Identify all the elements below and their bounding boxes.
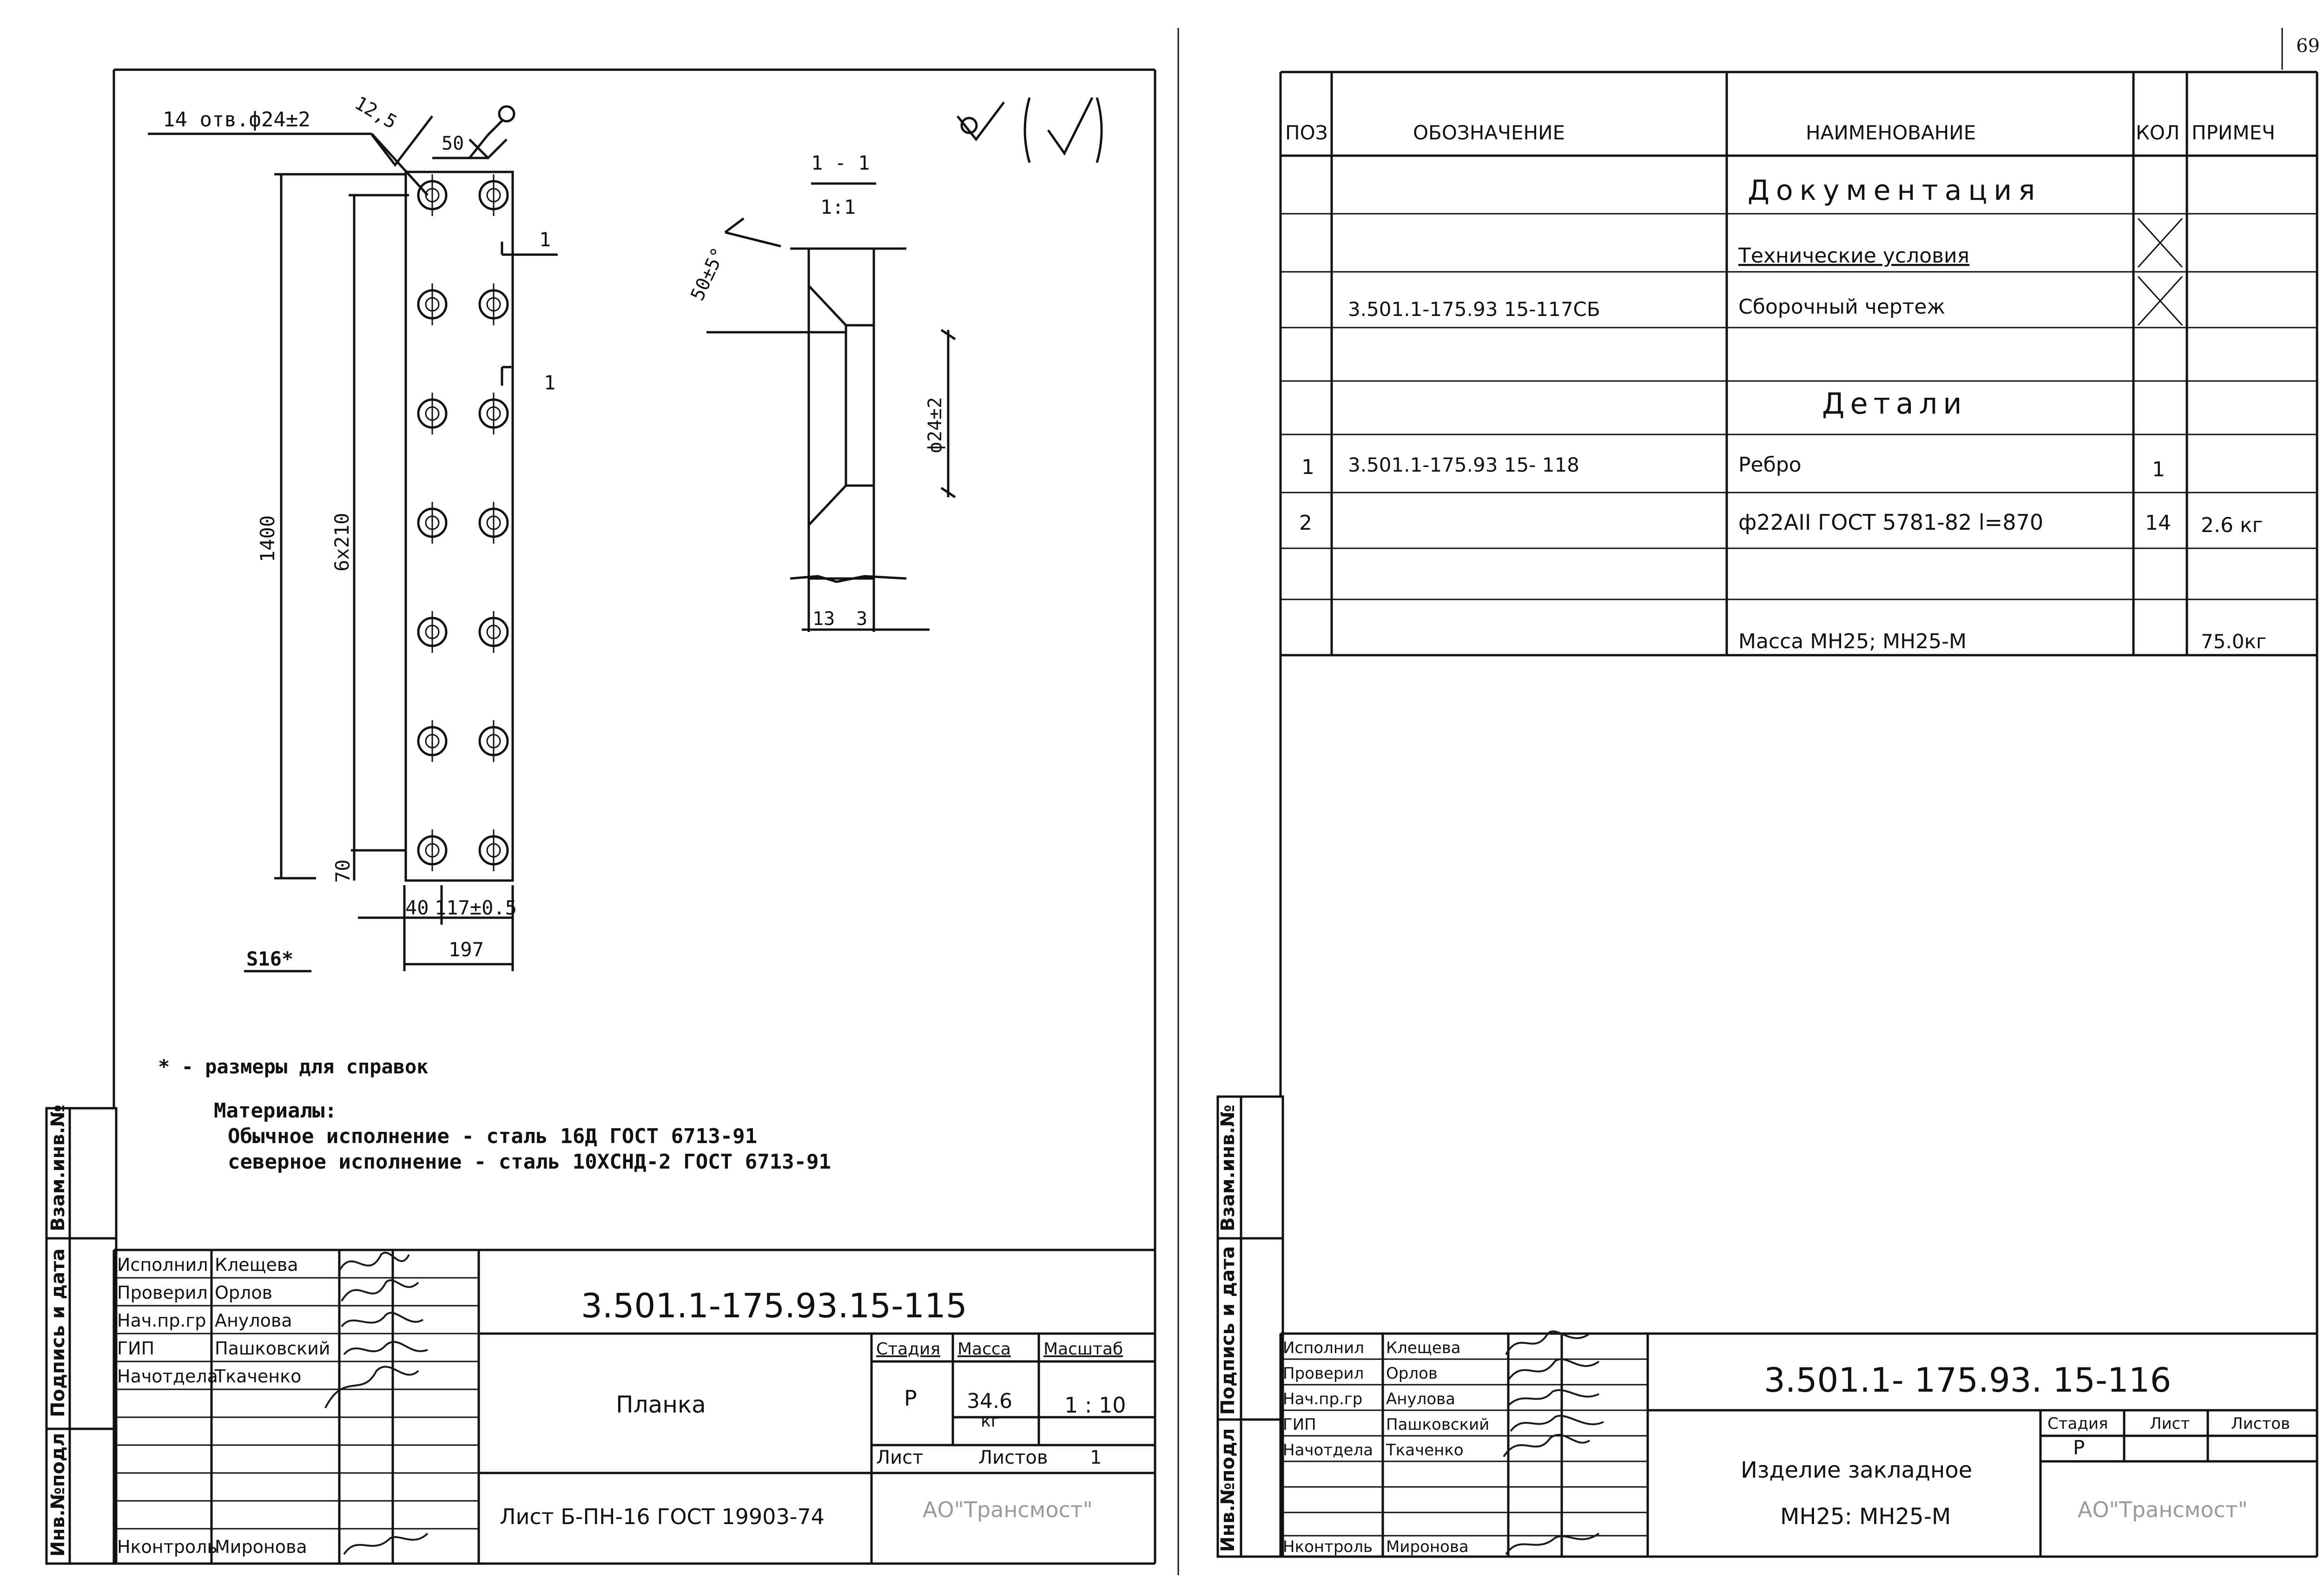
row1-qty: 1 (2152, 458, 2165, 481)
sheets-header: Листов (978, 1447, 1048, 1468)
hole-array (418, 174, 508, 871)
sheet-header: Лист (876, 1447, 924, 1468)
right-drawing-code: 3.501.1- 175.93. 15-116 (1764, 1361, 2172, 1400)
material-2: северное исполнение - сталь 10ХСНД-2 ГОСТ 6713-91 (228, 1150, 832, 1174)
row-assembly-code: 3.501.1-175.93 15-117СБ (1348, 298, 1600, 321)
left-drawing-sheet (46, 70, 1155, 1564)
scale-value: 1 : 10 (1064, 1393, 1126, 1418)
hole (480, 174, 508, 216)
signature-6 (344, 1533, 428, 1554)
person-name: Ткаченко (1386, 1441, 1464, 1460)
thickness-label: S16* (246, 947, 294, 970)
organization: АО"Трансмост" (923, 1497, 1093, 1522)
role-label: Нконтроль (117, 1537, 218, 1557)
hole (418, 283, 446, 325)
row2-pos: 2 (1299, 511, 1312, 535)
hole (418, 502, 446, 544)
dim-70: 70 (331, 859, 354, 883)
material-spec: Лист Б-ПН-16 ГОСТ 19903-74 (500, 1504, 825, 1529)
right-margin-strip (1217, 1097, 1283, 1557)
margin-inv-label: Инв.№подл (47, 1433, 69, 1557)
signature-2 (342, 1280, 418, 1301)
person-name: Клещева (215, 1255, 298, 1275)
angle-dim: 50±5° (687, 244, 730, 304)
section-details: Детали (1822, 387, 1967, 421)
signature-1 (339, 1253, 409, 1271)
dim-1400: 1400 (256, 515, 279, 562)
signature-1 (1506, 1331, 1590, 1354)
section-label: 1 - 1 (811, 151, 870, 174)
margin-inv-label: Инв.№подл (1217, 1428, 1239, 1552)
row2-name: ф22АII ГОСТ 5781-82 l=870 (1738, 510, 2044, 535)
right-title-block (1281, 1331, 2317, 1557)
margin-sign-label: Подпись и дата (1217, 1246, 1239, 1415)
hole (418, 829, 446, 871)
section-1-1 (687, 151, 955, 632)
person-name: Миронова (1386, 1538, 1469, 1556)
holes-note: 14 отв.ф24±2 (163, 108, 310, 131)
signature-3 (342, 1313, 423, 1327)
dia-dim: ф24±2 (924, 397, 946, 453)
person-name: Миронова (215, 1537, 307, 1557)
hole (418, 611, 446, 653)
left-drawing-title: Планка (616, 1391, 706, 1418)
hole (480, 393, 508, 434)
right-drawing-sheet (1217, 72, 2317, 1557)
left-drawing-code: 3.501.1-175.93.15-115 (581, 1286, 967, 1325)
dim-117: 117±0.5 (435, 896, 517, 919)
header-designation: ОБОЗНАЧЕНИЕ (1413, 121, 1565, 144)
person-name: Анулова (1386, 1390, 1456, 1408)
person-name: Ткаченко (215, 1366, 302, 1387)
sheet-header: Лист (2150, 1414, 2190, 1433)
signature-3 (1508, 1390, 1599, 1406)
role-label: Проверил (117, 1282, 208, 1303)
material-1: Обычное исполнение - сталь 16Д ГОСТ 6713-91 (228, 1124, 758, 1148)
roughness-value: 12,5 (351, 92, 401, 133)
role-label: Исполнил (117, 1255, 208, 1275)
dim-40: 40 (405, 896, 429, 919)
hole (418, 393, 446, 434)
hole (480, 611, 508, 653)
left-margin-strip (46, 1104, 116, 1564)
right-drawing-title-2: МН25: МН25-М (1780, 1504, 1951, 1530)
row-tech-conditions: Технические условия (1738, 244, 1970, 268)
roughness-corner-mark (957, 98, 1102, 163)
signature-4 (1511, 1416, 1604, 1431)
mass-header: Масса (957, 1340, 1011, 1359)
row1-code: 3.501.1-175.93 15- 118 (1348, 454, 1579, 476)
person-name: Пашковский (1386, 1415, 1490, 1434)
role-label: Проверил (1283, 1364, 1364, 1383)
person-name: Пашковский (215, 1338, 330, 1359)
materials-title: Материалы: (214, 1099, 337, 1123)
cut-mark-bottom: 1 (544, 371, 556, 394)
role-label: Нач.пр.гр (1283, 1390, 1363, 1408)
role-label: Исполнил (1283, 1339, 1364, 1357)
hole (480, 502, 508, 544)
mass-label: Масса МН25; МН25-М (1738, 630, 1967, 653)
dim-6x210: 6x210 (330, 513, 353, 572)
role-label: ГИП (1283, 1415, 1316, 1434)
hole (418, 174, 446, 216)
mass-total: 75.0кг (2201, 630, 2266, 653)
reference-note: * - размеры для справок (158, 1055, 429, 1078)
dim-197: 197 (449, 938, 484, 961)
hole (418, 720, 446, 762)
sheets-header: Листов (2231, 1414, 2291, 1433)
specification-table (1281, 72, 2317, 655)
signature-4 (344, 1342, 428, 1354)
person-name: Клещева (1386, 1339, 1461, 1357)
header-note: ПРИМЕЧ (2192, 121, 2275, 144)
dim-13: 13 (812, 608, 835, 630)
dim-50: 50 (442, 133, 464, 154)
sheets-value: 1 (1090, 1447, 1102, 1468)
hole (480, 720, 508, 762)
person-name: Анулова (215, 1310, 292, 1331)
hole (480, 283, 508, 325)
left-title-block (114, 1250, 1155, 1564)
scale-header: Масштаб (1043, 1340, 1123, 1359)
role-label: Нач.пр.гр (117, 1310, 206, 1331)
header-pos: ПОЗ (1285, 121, 1328, 144)
stage-value: Р (904, 1386, 917, 1411)
signature-6 (1506, 1533, 1599, 1554)
plate-view (148, 92, 558, 971)
stage-value: Р (2073, 1436, 2085, 1459)
role-label: Начотдела (1283, 1441, 1373, 1460)
row2-note: 2.6 кг (2201, 513, 2263, 537)
mass-value: 34.6 (967, 1389, 1012, 1413)
mass-unit: кг (981, 1412, 1000, 1431)
header-qty: КОЛ (2136, 121, 2180, 144)
row-assembly-name: Сборочный чертеж (1738, 295, 1946, 319)
margin-sign-label: Подпись и дата (47, 1248, 69, 1417)
section-documentation: Документация (1748, 174, 2042, 207)
stage-header: Стадия (2047, 1414, 2108, 1433)
section-scale: 1:1 (820, 196, 856, 218)
signature-2 (1508, 1359, 1599, 1380)
person-name: Орлов (215, 1282, 272, 1303)
role-label: Нконтроль (1283, 1538, 1373, 1556)
dim-3: 3 (856, 608, 868, 630)
hole (480, 829, 508, 871)
header-name: НАИМЕНОВАНИЕ (1806, 121, 1976, 144)
stage-header: Стадия (876, 1340, 941, 1359)
row2-qty: 14 (2145, 511, 2171, 535)
row1-name: Ребро (1738, 453, 1802, 477)
person-name: Орлов (1386, 1364, 1438, 1383)
cut-mark-top: 1 (539, 228, 551, 251)
page-number: 69 (2296, 35, 2320, 57)
role-label: ГИП (117, 1338, 155, 1359)
row1-pos: 1 (1301, 455, 1314, 479)
margin-replace-label: Взам.инв.№ (47, 1104, 69, 1231)
role-label: Начотдела (117, 1366, 218, 1387)
signature-5 (1504, 1435, 1590, 1457)
right-drawing-title-1: Изделие закладное (1741, 1457, 1973, 1483)
margin-replace-label: Взам.инв.№ (1217, 1104, 1239, 1231)
organization: АО"Трансмост" (2078, 1497, 2248, 1522)
